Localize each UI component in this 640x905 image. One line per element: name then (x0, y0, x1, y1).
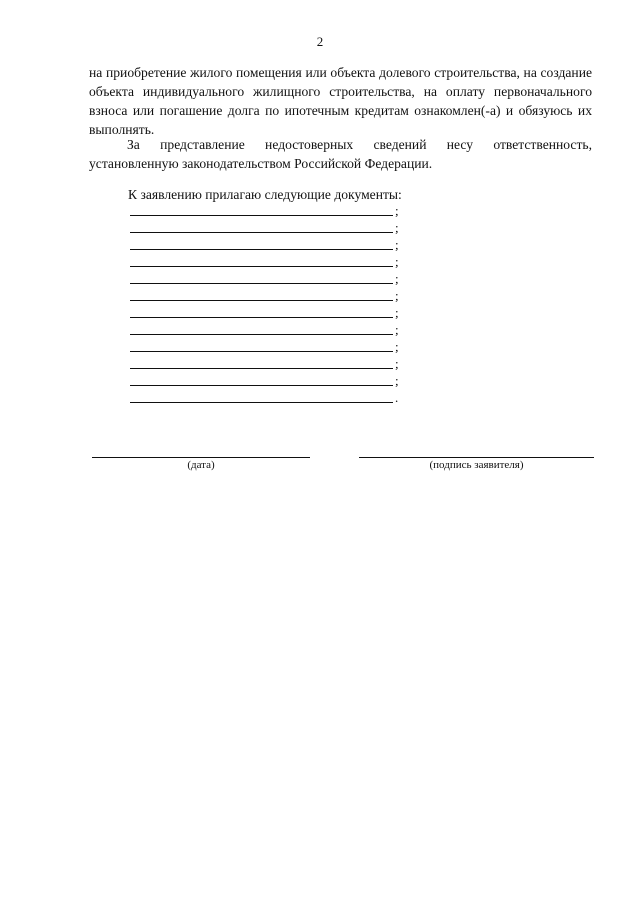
attachment-line[interactable] (130, 353, 410, 370)
date-signature-block (92, 457, 310, 471)
attachment-line[interactable] (130, 251, 410, 268)
attachment-line-field[interactable] (130, 402, 393, 403)
attachment-line-punctuation: . (395, 390, 399, 405)
attachment-line-field[interactable] (130, 215, 393, 216)
attachment-line-punctuation: ; (395, 339, 399, 354)
paragraph-responsibility: За представление недостоверных сведений несу ответственность, установленную законодательством Российской Федерации. (89, 137, 592, 171)
attachment-line-field[interactable] (130, 266, 393, 267)
attachment-line[interactable] (130, 370, 410, 387)
applicant-signature-block (359, 457, 594, 471)
date-line[interactable] (92, 457, 310, 458)
attachment-line-punctuation: ; (395, 254, 399, 269)
attachment-line[interactable] (130, 285, 410, 302)
attachment-line-field[interactable] (130, 368, 393, 369)
attachment-line-punctuation: ; (395, 203, 399, 218)
attachment-line-field[interactable] (130, 334, 393, 335)
attachment-line-punctuation: ; (395, 322, 399, 337)
attachment-line-punctuation: ; (395, 237, 399, 252)
attachments-list (130, 200, 410, 404)
attachment-line-field[interactable] (130, 232, 393, 233)
attachment-line-punctuation: ; (395, 288, 399, 303)
attachment-line[interactable] (130, 336, 410, 353)
applicant-signature-line[interactable] (359, 457, 594, 458)
attachments-intro: К заявлению прилагаю следующие документы: (128, 187, 402, 202)
attachment-line-punctuation: ; (395, 356, 399, 371)
attachment-line-field[interactable] (130, 300, 393, 301)
attachment-line-punctuation: ; (395, 305, 399, 320)
paragraph-conditions: на приобретение жилого помещения или объекта долевого строительства, на создание объекта индивидуального жилищного строительства, на оплату первоначального взноса или погашение долга по ипотечным кредитам ознакомлен(-а) и обязуюсь их выполнять. (89, 65, 592, 137)
attachment-line-field[interactable] (130, 283, 393, 284)
date-caption: (дата) (187, 459, 215, 471)
attachment-line[interactable] (130, 268, 410, 285)
attachment-line-field[interactable] (130, 351, 393, 352)
attachment-line-punctuation: ; (395, 271, 399, 286)
page-number: 2 (316, 34, 324, 49)
attachment-line[interactable] (130, 387, 410, 404)
attachment-line-field[interactable] (130, 385, 393, 386)
attachment-line[interactable] (130, 319, 410, 336)
attachment-line-punctuation: ; (395, 220, 399, 235)
attachment-line[interactable] (130, 217, 410, 234)
attachment-line[interactable] (130, 200, 410, 217)
attachment-line[interactable] (130, 302, 410, 319)
applicant-signature-caption: (подпись заявителя) (429, 459, 524, 471)
attachment-line-punctuation: ; (395, 373, 399, 388)
attachment-line-field[interactable] (130, 249, 393, 250)
attachment-line[interactable] (130, 234, 410, 251)
attachment-line-field[interactable] (130, 317, 393, 318)
